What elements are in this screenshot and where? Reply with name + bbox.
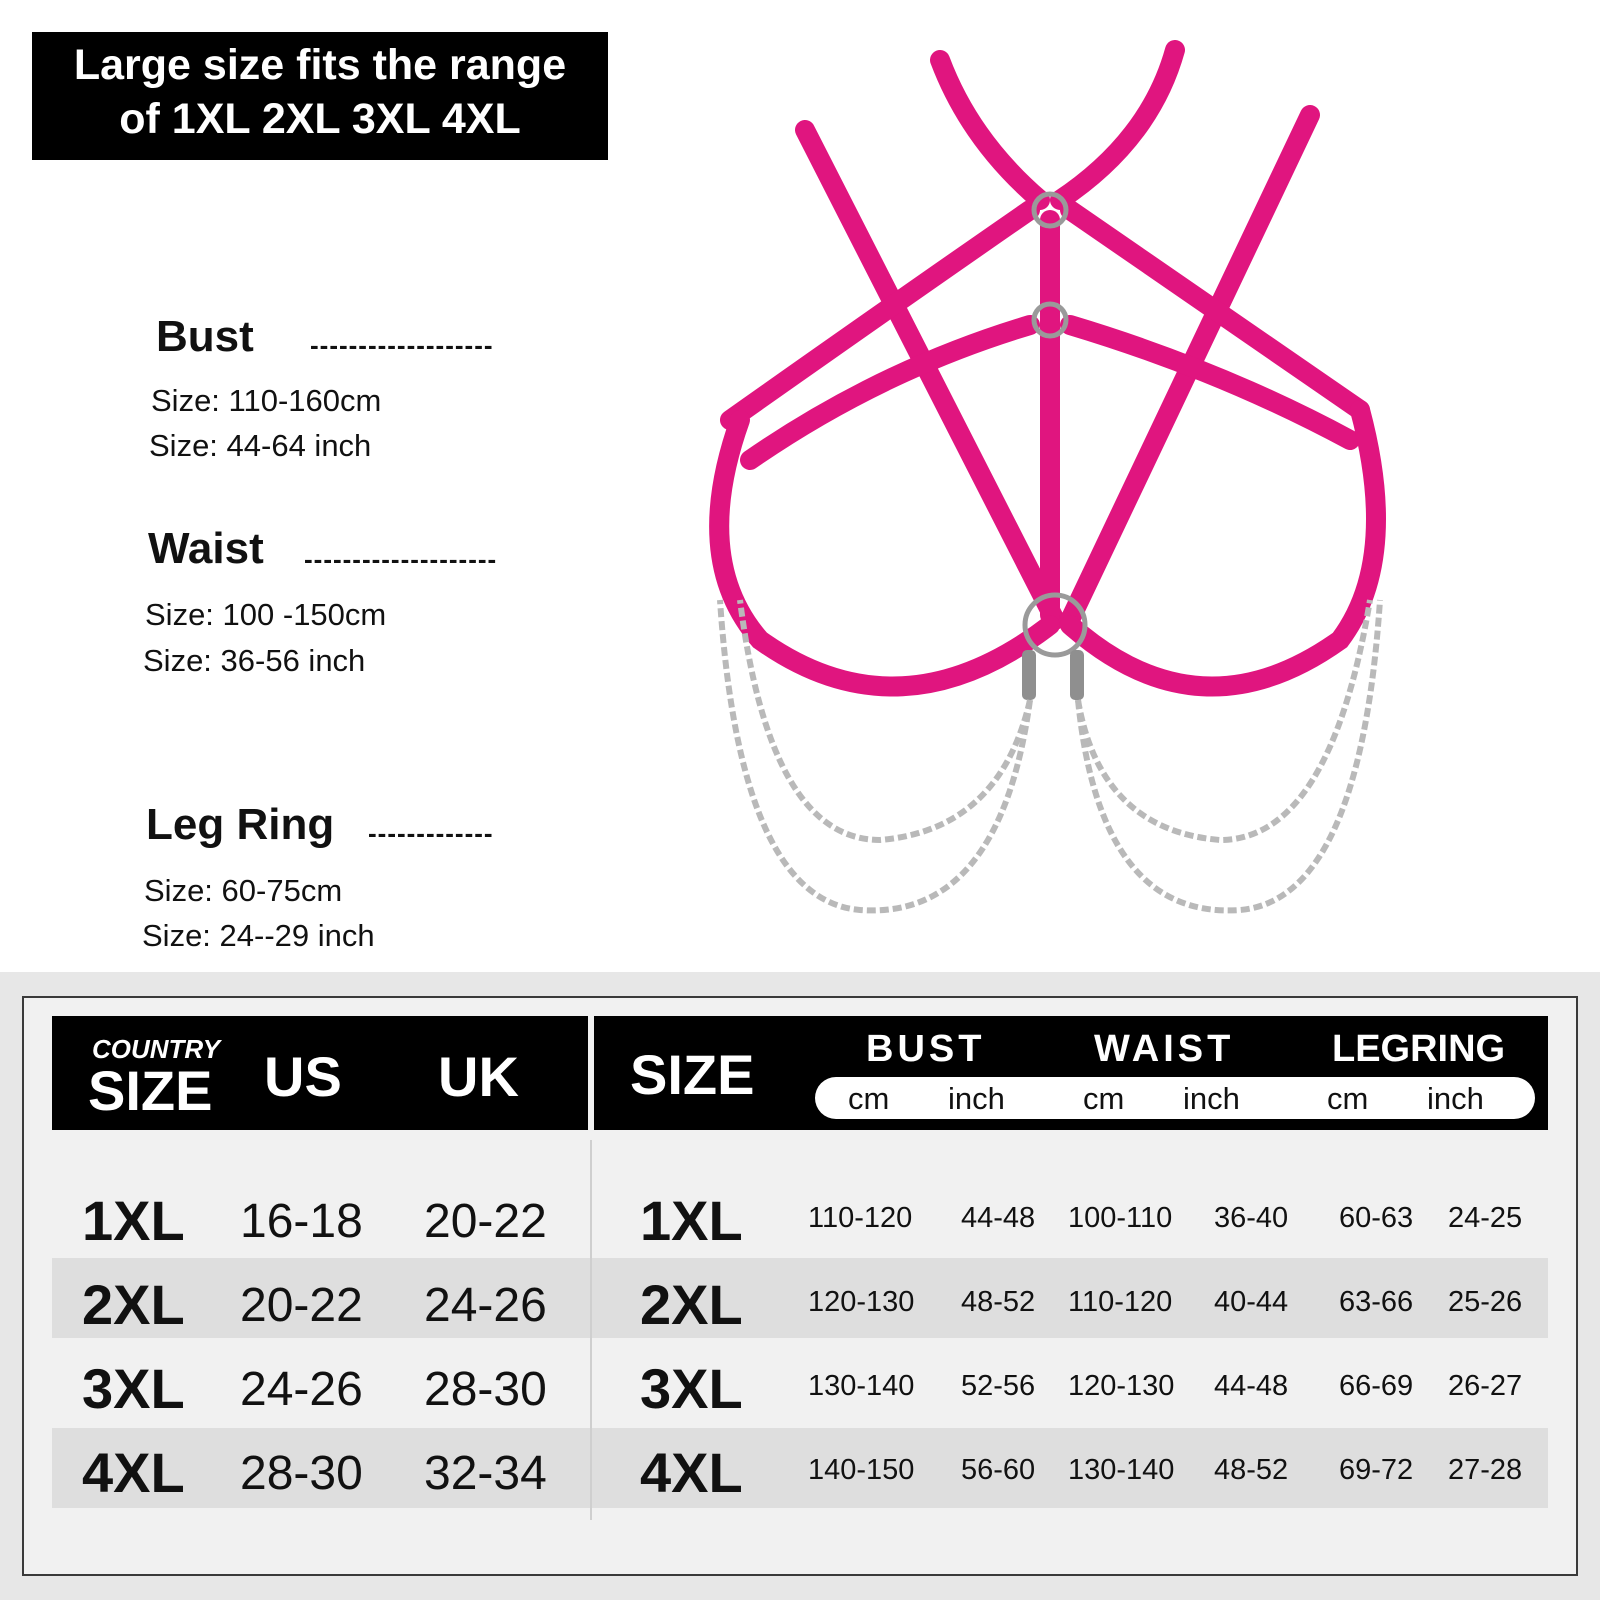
leg-ring-size-inch: Size: 24--29 inch	[142, 918, 375, 953]
clasp-left	[1022, 650, 1036, 700]
column-divider	[590, 1140, 592, 1520]
banner-line-1: Large size fits the range	[73, 41, 567, 89]
row-2-waist-cm: 110-120	[1068, 1286, 1173, 1318]
row-1-leg-cm: 60-63	[1339, 1202, 1414, 1234]
row-3-country-size: 3XL	[82, 1357, 185, 1420]
leg-ring-dash: -------------	[368, 818, 494, 848]
row-4-bust-cm: 140-150	[808, 1454, 915, 1486]
row-4-leg-cm: 69-72	[1339, 1454, 1414, 1486]
cross-strap-left	[805, 130, 1055, 620]
cup-outline-right	[1070, 410, 1376, 687]
unit-waist-cm: cm	[1083, 1081, 1125, 1116]
row-2-uk: 24-26	[424, 1279, 547, 1332]
clasp-right	[1070, 650, 1084, 700]
waist-size-cm: Size: 100 -150cm	[145, 597, 387, 632]
row-2-us: 20-22	[240, 1279, 363, 1332]
banner-line-2: of 1XL 2XL 3XL 4XL	[119, 95, 521, 143]
header-uk: UK	[438, 1045, 519, 1108]
row-3-bust-cm: 130-140	[808, 1370, 915, 1402]
row-1-size: 1XL	[640, 1189, 743, 1252]
header-legring: LEGRING	[1332, 1028, 1506, 1070]
header-bust: BUST	[866, 1028, 986, 1070]
bust-dash: -------------------	[310, 330, 494, 360]
row-4-waist-cm: 130-140	[1068, 1454, 1175, 1486]
unit-bust-cm: cm	[848, 1081, 890, 1116]
bust-title: Bust	[156, 312, 254, 361]
waist-title: Waist	[148, 524, 264, 573]
cup-outline-left	[719, 420, 1050, 687]
halter-strap-left	[940, 60, 1040, 200]
row-2-leg-cm: 63-66	[1339, 1286, 1414, 1318]
row-2-country-size: 2XL	[82, 1273, 185, 1336]
row-3-uk: 28-30	[424, 1363, 547, 1416]
middle-band-left	[750, 325, 1030, 460]
row-1-bust-inch: 44-48	[961, 1202, 1036, 1234]
row-2-bust-inch: 48-52	[961, 1286, 1036, 1318]
row-1-uk: 20-22	[424, 1195, 547, 1248]
harness-product-image	[700, 40, 1460, 960]
header-country: COUNTRY	[92, 1034, 221, 1064]
header-waist: WAIST	[1094, 1028, 1235, 1070]
bust-size-cm: Size: 110-160cm	[151, 383, 382, 418]
row-2-bust-cm: 120-130	[808, 1286, 915, 1318]
unit-waist-inch: inch	[1183, 1081, 1240, 1116]
unit-leg-inch: inch	[1427, 1081, 1484, 1116]
row-3-leg-cm: 66-69	[1339, 1370, 1414, 1402]
halter-strap-right	[1060, 50, 1175, 200]
row-3-leg-inch: 26-27	[1448, 1370, 1523, 1402]
waist-size-inch: Size: 36-56 inch	[143, 643, 366, 678]
header-size-left: SIZE	[88, 1059, 213, 1122]
chain-right-upper	[1078, 600, 1370, 840]
unit-leg-cm: cm	[1327, 1081, 1369, 1116]
row-2-leg-inch: 25-26	[1448, 1286, 1523, 1318]
row-1-leg-inch: 24-25	[1448, 1202, 1523, 1234]
chain-left-upper	[740, 600, 1030, 840]
row-3-waist-cm: 120-130	[1068, 1370, 1175, 1402]
leg-ring-title: Leg Ring	[146, 800, 335, 849]
row-4-us: 28-30	[240, 1447, 363, 1500]
row-1-us: 16-18	[240, 1195, 363, 1248]
row-3-bust-inch: 52-56	[961, 1370, 1036, 1402]
row-1-waist-cm: 100-110	[1068, 1202, 1173, 1234]
waist-dash: --------------------	[304, 544, 498, 574]
row-4-bust-inch: 56-60	[961, 1454, 1036, 1486]
size-range-banner	[32, 32, 608, 160]
header-size-right: SIZE	[630, 1043, 755, 1106]
bust-size-inch: Size: 44-64 inch	[149, 428, 372, 463]
row-4-size: 4XL	[640, 1441, 743, 1504]
row-4-waist-inch: 48-52	[1214, 1454, 1289, 1486]
row-2-size: 2XL	[640, 1273, 743, 1336]
row-4-country-size: 4XL	[82, 1441, 185, 1504]
row-3-waist-inch: 44-48	[1214, 1370, 1289, 1402]
unit-bust-inch: inch	[948, 1081, 1005, 1116]
row-3-us: 24-26	[240, 1363, 363, 1416]
row-4-uk: 32-34	[424, 1447, 547, 1500]
row-1-bust-cm: 110-120	[808, 1202, 913, 1234]
row-4-leg-inch: 27-28	[1448, 1454, 1523, 1486]
row-2-waist-inch: 40-44	[1214, 1286, 1289, 1318]
header-us: US	[264, 1045, 342, 1108]
row-1-waist-inch: 36-40	[1214, 1202, 1289, 1234]
row-3-size: 3XL	[640, 1357, 743, 1420]
leg-ring-size-cm: Size: 60-75cm	[144, 873, 343, 908]
row-1-country-size: 1XL	[82, 1189, 185, 1252]
